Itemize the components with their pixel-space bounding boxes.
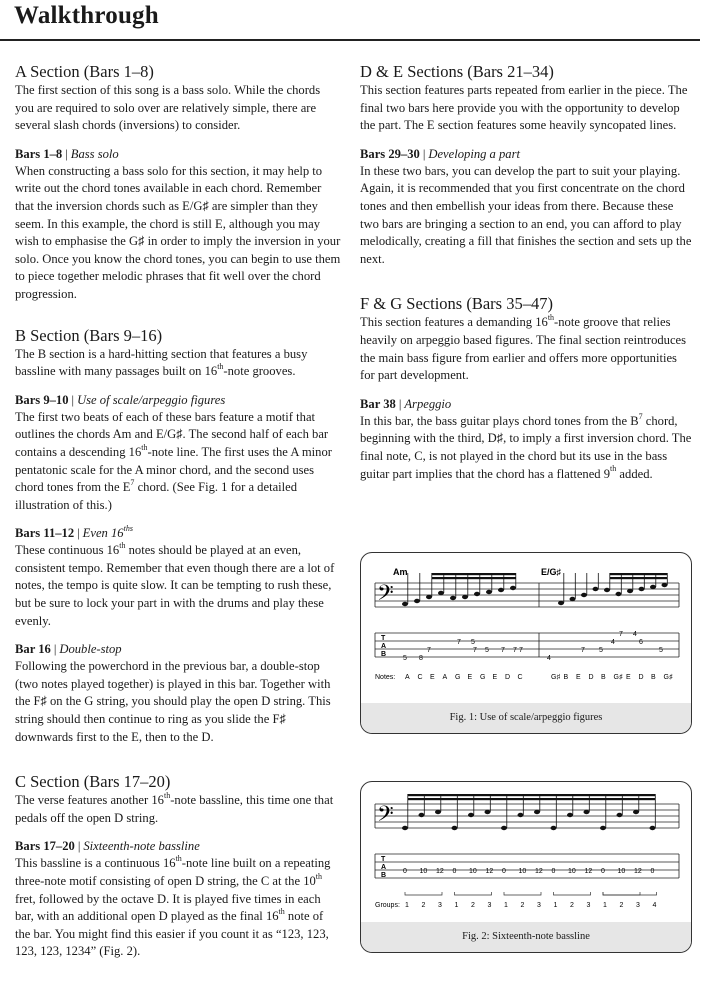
group-count: 1 — [454, 902, 459, 909]
note-head — [462, 595, 468, 599]
fig2-note-heads — [402, 794, 656, 830]
note-head — [518, 813, 524, 817]
note-head — [474, 592, 480, 596]
group-count: 2 — [520, 902, 525, 909]
tab-clef-b: B — [381, 651, 387, 658]
subsection-heading: Bars 29–30 | Developing a part — [360, 146, 520, 161]
tab-number: 10 — [469, 868, 477, 875]
note-head — [501, 826, 507, 830]
tab-number: 7 — [619, 631, 623, 638]
note-head — [593, 587, 599, 591]
note-head — [450, 596, 456, 600]
tab-number: 10 — [518, 868, 527, 875]
note-name: C — [417, 674, 423, 681]
tab-number: 5 — [659, 647, 663, 654]
fig2-group-counts — [405, 902, 657, 909]
note-name: D — [588, 674, 594, 681]
subsection-body: These continuous 16th notes should be played at an even, consistent tempo. Remember that even though there are a lot of notes, the tempo is quite slow. It can be tempting to rush these, but be sure to lock your part in with the drums and play these evenly. — [15, 541, 335, 628]
tab-number: 5 — [599, 647, 603, 654]
section-b — [15, 326, 341, 747]
tab-number: 5 — [471, 639, 475, 646]
note-head — [639, 587, 645, 591]
group-count: 1 — [553, 902, 558, 909]
tab-number: 12 — [436, 868, 444, 875]
group-count: 2 — [570, 902, 574, 909]
subsection-heading: Bars 17–20 | Sixteenth-note bassline — [15, 839, 200, 854]
subsection-bar-16 — [15, 641, 341, 746]
tab-number: 7 — [513, 647, 517, 654]
section-de-intro: This section features parts repeated from earlier in the piece. The final two bars here provide you with the opportunity to develop the part. The E section features some heavily syncopated lines. — [360, 83, 688, 133]
fig2-group-brackets — [405, 892, 657, 895]
tab-number: 4 — [633, 631, 637, 638]
tab-number: 7 — [519, 647, 523, 654]
tab-number: 0 — [403, 868, 407, 875]
tab-number: 5 — [403, 655, 407, 662]
note-name: G♯ — [663, 674, 673, 681]
left-column — [15, 62, 341, 981]
fig1-notes-label: Notes: — [375, 674, 396, 681]
fig2-notation — [361, 782, 691, 922]
section-a-intro: The first section of this song is a bass solo. While the chords you are required to solo over are relatively simple, there are several slash chords (inversions) to consider. — [15, 83, 321, 133]
note-name: E — [492, 674, 498, 681]
note-beam — [408, 794, 656, 796]
note-name: E — [626, 674, 631, 681]
subsection-bars-17-20 — [15, 838, 341, 961]
note-head — [426, 595, 432, 599]
fig2-groups-label: Groups: — [375, 902, 400, 909]
note-head — [604, 588, 610, 592]
figure-1 — [360, 552, 692, 734]
section-c-heading: C Section (Bars 17–20) — [15, 772, 171, 792]
subsection-body: This bassline is a continuous 16th-note line built on a repeating three-note motif consisting of open D string, the C at the 10th fret, followed by the octave D. It is played five times in each bar, with an additional open D played as the final 16th note of the bar. You might find this easier if you count it as “123, 123, 123, 123, 1234” (Fig. 2). — [15, 854, 331, 959]
note-head — [584, 810, 590, 814]
note-head — [616, 592, 622, 596]
note-head — [633, 810, 639, 814]
separator: | — [65, 146, 68, 161]
note-head — [402, 602, 408, 606]
fig1-chord-2: E/G♯ — [541, 567, 562, 577]
tab-number: 0 — [551, 868, 556, 875]
note-head — [650, 826, 656, 830]
note-head — [627, 589, 633, 593]
section-de-heading: D & E Sections (Bars 21–34) — [360, 62, 554, 81]
note-head — [486, 590, 492, 594]
tab-number: 7 — [473, 647, 477, 654]
section-c — [15, 772, 341, 961]
subsection-bar-38 — [360, 396, 693, 483]
group-bracket — [405, 892, 442, 895]
note-head — [617, 813, 623, 817]
subsection-body: Following the powerchord in the previous bar, a double-stop (two notes played together) is played in this bar. Together with the F♯ on the G string, you should play the open D string. This string should then continue to ring as you slide the F♯ downwards first to the E, then to the D. — [15, 659, 331, 744]
note-name: G♯ — [551, 674, 560, 681]
tab-clef-a: A — [381, 864, 387, 871]
note-head — [510, 586, 516, 590]
section-a — [15, 62, 341, 304]
tab-clef-a: A — [381, 643, 387, 650]
note-head — [468, 813, 474, 817]
group-count: 2 — [619, 902, 624, 909]
tab-number: 7 — [457, 639, 461, 646]
tab-number: 12 — [634, 868, 642, 875]
group-count: 3 — [487, 902, 492, 909]
subsection-bars-1-8 — [15, 146, 341, 304]
title-rule — [0, 39, 700, 41]
section-fg — [360, 294, 693, 483]
group-bracket — [603, 892, 657, 895]
group-count: 1 — [504, 902, 508, 909]
tab-number: 0 — [502, 868, 506, 875]
note-name: E — [430, 674, 435, 681]
note-head — [498, 588, 504, 592]
bass-clef-icon: 𝄢 — [377, 802, 394, 832]
tab-number: 4 — [547, 655, 551, 662]
note-name: G — [455, 674, 461, 681]
subsection-heading: Bars 11–12 | Even $16^{ths}$ — [15, 524, 133, 541]
tab-number: 7 — [581, 647, 585, 654]
note-name: G — [480, 674, 486, 681]
group-count: 3 — [537, 902, 541, 909]
note-head — [581, 593, 587, 597]
section-b-heading: B Section (Bars 9–16) — [15, 325, 163, 345]
note-head — [558, 601, 564, 605]
note-head — [650, 585, 656, 589]
note-name: B — [563, 674, 569, 681]
right-column — [360, 62, 693, 503]
tab-number: 12 — [584, 868, 593, 875]
note-name: A — [442, 674, 448, 681]
tab-number: 12 — [485, 868, 494, 875]
tab-number: 7 — [501, 647, 505, 654]
note-head — [534, 810, 540, 814]
tab-number: 8 — [419, 655, 423, 662]
subsection-heading: Bars 9–10 | Use of scale/arpeggio figures — [15, 392, 226, 407]
tab-number: 6 — [639, 639, 643, 646]
tab-number: 4 — [611, 639, 615, 646]
group-bracket — [455, 892, 492, 895]
group-count: 2 — [471, 902, 475, 909]
note-beam — [610, 573, 668, 575]
fig1-caption: Fig. 1: Use of scale/arpeggio figures — [361, 703, 691, 733]
tab-clef-t: T — [381, 856, 386, 863]
subsection-body: The first two beats of each of these bars feature a motif that outlines the chords Am and E/G♯. The second half of each bar contains a descending 16th-note line. The first uses the A minor pentatonic scale for the A minor chord, and the second uses chord tones from the $E^7$ chord. (See Fig. 1 for a detailed illustration of this.) — [15, 409, 332, 512]
section-b-intro: The B section is a hard-hitting section that features a busy bassline with many passages built on 16th-note grooves. — [15, 346, 308, 379]
subsection-heading: Bar 16 | Double-stop — [15, 642, 122, 657]
subsection-heading: Bar 38 | Arpeggio — [360, 396, 452, 411]
note-head — [567, 813, 573, 817]
section-fg-heading: F & G Sections (Bars 35–47) — [360, 294, 553, 314]
subsection-body: In these two bars, you can develop the part to suit your playing. Again, it is recommended that you first concentrate on the chord tones and then embellish your ideas from there. Because these two bars are bringing a section to an end, you can afford to play melodically, creating a fill that finishes the section and sets up the next. — [360, 163, 692, 266]
note-name: E — [467, 674, 473, 681]
group-count: 3 — [586, 902, 591, 909]
tab-number: 10 — [568, 868, 576, 875]
note-name: B — [601, 674, 606, 681]
note-head — [662, 583, 668, 587]
group-count: 4 — [652, 902, 657, 909]
subsection-bars-11-12 — [15, 525, 341, 630]
note-name: G♯ — [613, 674, 623, 681]
tab-number: 0 — [452, 868, 457, 875]
note-head — [452, 826, 458, 830]
note-head — [570, 597, 576, 601]
group-count: 1 — [603, 902, 607, 909]
note-head — [551, 826, 557, 830]
fig2-tab-numbers — [403, 868, 655, 875]
subsection-heading — [15, 146, 341, 163]
note-name: B — [651, 674, 656, 681]
section-de — [360, 62, 693, 268]
subsection-bars-29-30 — [360, 146, 693, 269]
tab-number: 10 — [617, 868, 626, 875]
page-title: Walkthrough — [14, 2, 159, 29]
note-head — [435, 810, 441, 814]
note-beam — [408, 798, 656, 800]
tab-number: 10 — [419, 868, 428, 875]
note-head — [438, 591, 444, 595]
tab-number: 5 — [485, 647, 489, 654]
subsection-title: Bass solo — [70, 146, 119, 161]
group-count: 1 — [405, 902, 409, 909]
note-head — [600, 826, 606, 830]
tab-clef-t: T — [381, 635, 386, 642]
note-name: A — [405, 674, 410, 681]
note-beam — [432, 577, 516, 579]
group-count: 3 — [636, 902, 640, 909]
group-count: 2 — [421, 902, 426, 909]
note-name: D — [505, 674, 511, 681]
tab-number: 7 — [427, 647, 431, 654]
note-beam — [610, 577, 668, 579]
fig1-notation — [361, 553, 691, 703]
group-bracket — [603, 892, 640, 895]
bar-range: Bars 1–8 — [15, 146, 63, 161]
note-head — [419, 813, 425, 817]
note-head — [485, 810, 491, 814]
note-head — [414, 599, 420, 603]
group-bracket — [554, 892, 591, 895]
tab-number: 12 — [535, 868, 543, 875]
tab-number: 0 — [601, 868, 605, 875]
tab-number: 0 — [650, 868, 655, 875]
fig1-chord-1: Am — [393, 567, 408, 577]
figure-2 — [360, 781, 692, 953]
bass-clef-icon: 𝄢 — [377, 581, 394, 611]
fig1-staff — [375, 583, 679, 607]
note-name: D — [638, 674, 644, 681]
section-fg-intro: This section features a demanding 16th-note groove that relies heavily on arpeggio based figures. The final section reintroduces the main bass figure from earlier and offers more opportunities for part development. — [360, 313, 687, 383]
note-name: E — [576, 674, 581, 681]
group-bracket — [504, 892, 541, 895]
section-c-intro: The verse features another 16th-note bassline, this time one that pedals off the open D string. — [15, 791, 334, 825]
note-name: C — [517, 674, 523, 681]
note-head — [402, 826, 408, 830]
section-a-heading: A Section (Bars 1–8) — [15, 62, 154, 81]
note-beam — [432, 573, 516, 575]
fig2-caption: Fig. 2: Sixteenth-note bassline — [361, 922, 691, 952]
subsection-bars-9-10 — [15, 392, 341, 515]
subsection-body: In this bar, the bass guitar plays chord tones from the $B^7$ chord, beginning with the third, D♯, to imply a first inversion chord. The final note, C, is not played in the chord but its use in the bass guitar part implies that the chord has a flattened 9th added. — [360, 411, 692, 481]
fig1-note-names — [405, 674, 673, 681]
subsection-body: When constructing a bass solo for this section, it may help to write out the chord tones available in each chord. Remember that the inversion chords such as E/G♯ are simpler than they seem. In this example, the chord is still E, although you may wish to emphasise the G♯ in order to imply the inversion in your solo. Once you know the chord tones, you can begin to use them to piece together melodic phrases that fit well over the chord progression. — [15, 163, 341, 301]
tab-clef-b: B — [381, 872, 387, 879]
group-count: 3 — [438, 902, 442, 909]
